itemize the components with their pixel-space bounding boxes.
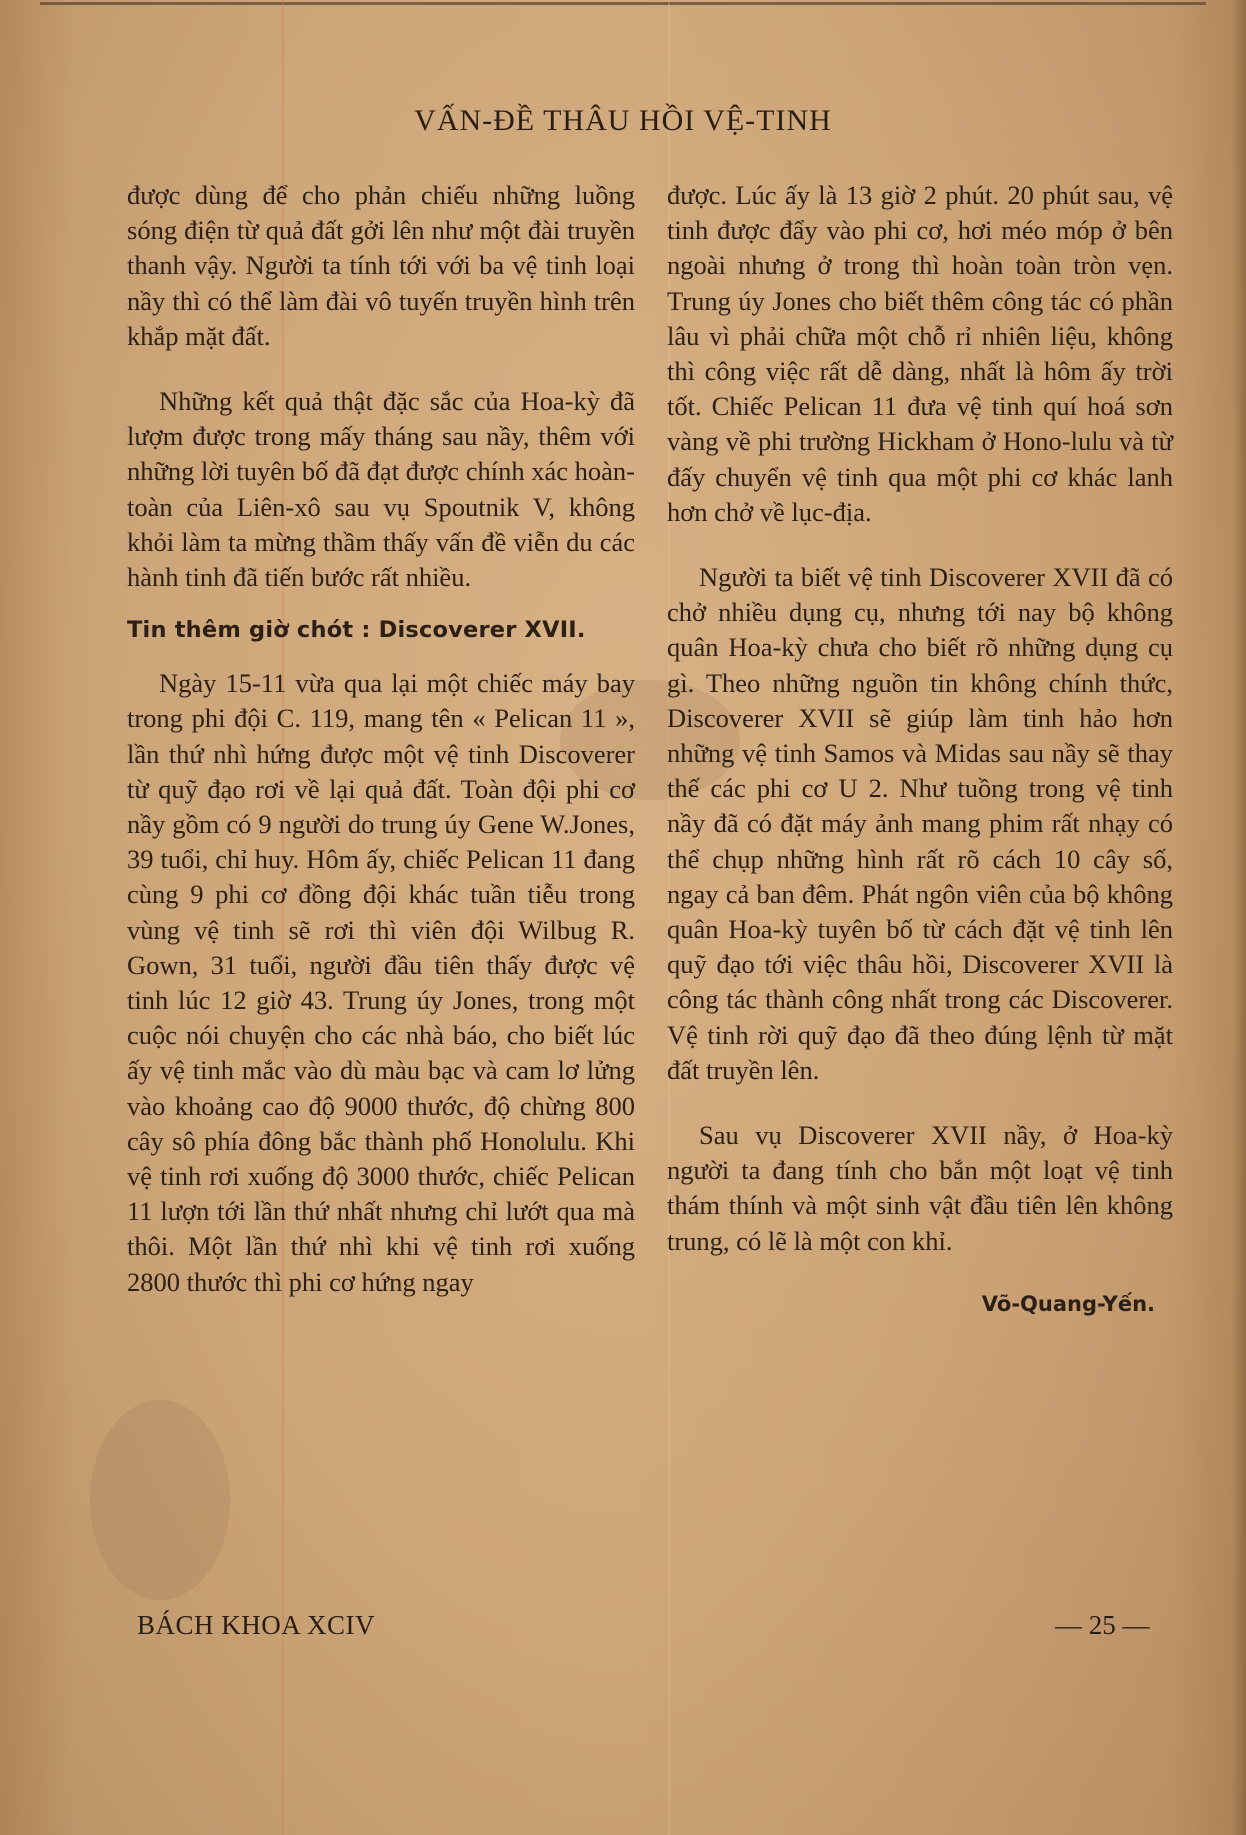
left-paragraph-2: Những kết quả thật đặc sắc của Hoa-kỳ đã lượm được trong mấy tháng sau nầy, thêm với những lời tuyên bố đã đạt được chính xác hoàn-toàn của Liên-xô sau vụ Spoutnik V, không khỏi làm ta mừng thầm thấy vấn đề viễn du các hành tinh đã tiến bước rất nhiều. xyxy=(127,386,635,593)
paper-stain xyxy=(90,1400,230,1600)
author-signature: Võ-Quang-Yến. xyxy=(981,1291,1155,1316)
right-paragraph-2: Người ta biết vệ tinh Discoverer XVII đã có chở nhiều dụng cụ, nhưng tới nay bộ không quân Hoa-kỳ chưa cho biết rõ những dụng cụ gì. Theo những nguồn tin không chính thức, Discoverer XVII sẽ giúp làm tinh hảo hơn những vệ tinh Samos và Midas sau nầy sẽ thay thế các phi cơ U 2. Như tuồng trong vệ tinh nầy đã có đặt máy ảnh mang phim rất nhạy có thể chụp những hình rất rõ cách 10 cây số, ngay cả ban đêm. Phát ngôn viên của bộ không quân Hoa-kỳ tuyên bố từ cách đặt vệ tinh lên quỹ đạo tới việc thâu hồi, Discoverer XVII là công tác thành công nhất trong các Discoverer. Vệ tinh rời quỹ đạo đã theo đúng lệnh từ mặt đất truyền lên. xyxy=(667,562,1173,1085)
top-rule xyxy=(40,2,1206,5)
running-title: VẤN-ĐỀ THÂU HỒI VỆ-TINH xyxy=(414,104,832,137)
left-column xyxy=(127,178,635,1300)
right-column xyxy=(667,178,1173,1322)
page-number: — 25 — xyxy=(1055,1610,1150,1640)
left-paragraph-1: được dùng để cho phản chiếu những luồng sóng điện từ quả đất gởi lên như một đài truyền thanh vậy. Người ta tính tới với ba vệ tinh loại nầy thì có thể làm đài vô tuyến truyền hình trên khắp mặt đất. xyxy=(127,180,635,351)
right-paragraph-3: Sau vụ Discoverer XVII nầy, ở Hoa-kỳ người ta đang tính cho bắn một loạt vệ tinh thám thính và một sinh vật đầu tiên lên không trung, có lẽ là một con khỉ. xyxy=(667,1120,1173,1256)
page-edge-shadow xyxy=(1232,0,1246,1835)
publication-name: BÁCH KHOA XCIV xyxy=(137,1610,376,1640)
section-subhead: Tin thêm giờ chót : Discoverer XVII. xyxy=(127,617,586,644)
left-paragraph-3: Ngày 15-11 vừa qua lại một chiếc máy bay trong phi đội C. 119, mang tên « Pelican 11 », lần thứ nhì hứng được một vệ tinh Discoverer từ quỹ đạo rơi về lại quả đất. Toàn đội phi cơ nầy gồm có 9 người do trung úy Gene W.Jones, 39 tuổi, chỉ huy. Hôm ấy, chiếc Pelican 11 đang cùng 9 phi cơ đồng đội khác tuần tiễu trong vùng vệ tinh sẽ rơi thì viên đội Wilbug R. Gown, 31 tuổi, người đầu tiên thấy được vệ tinh lúc 12 giờ 43. Trung úy Jones, trong một cuộc nói chuyện cho các nhà báo, cho biết lúc ấy vệ tinh mắc vào dù màu bạc và cam lơ lửng vào khoảng cao độ 9000 thước, độ chừng 800 cây sô phía đông bắc thành phố Honolulu. Khi vệ tinh rơi xuống độ 3000 thước, chiếc Pelican 11 lượn tới lần thứ nhất nhưng chỉ lướt qua mà thôi. Một lần thứ nhì khi vệ tinh rơi xuống 2800 thước thì phi cơ hứng ngay xyxy=(127,668,635,1297)
right-paragraph-1: được. Lúc ấy là 13 giờ 2 phút. 20 phút sau, vệ tinh được đẩy vào phi cơ, hơi méo móp ở bên ngoài nhưng ở trong thì hoàn toàn tròn vẹn. Trung úy Jones cho biết thêm công tác có phần lâu vì phải chữa một chỗ rỉ nhiên liệu, không thì công việc rất dễ dàng, nhất là hôm ấy trời tốt. Chiếc Pelican 11 đưa vệ tinh quí hoá sơn vàng về phi trường Hickham ở Hono-lulu và từ đấy chuyển vệ tinh qua một phi cơ khác lanh hơn chở về lục-địa. xyxy=(667,180,1173,527)
